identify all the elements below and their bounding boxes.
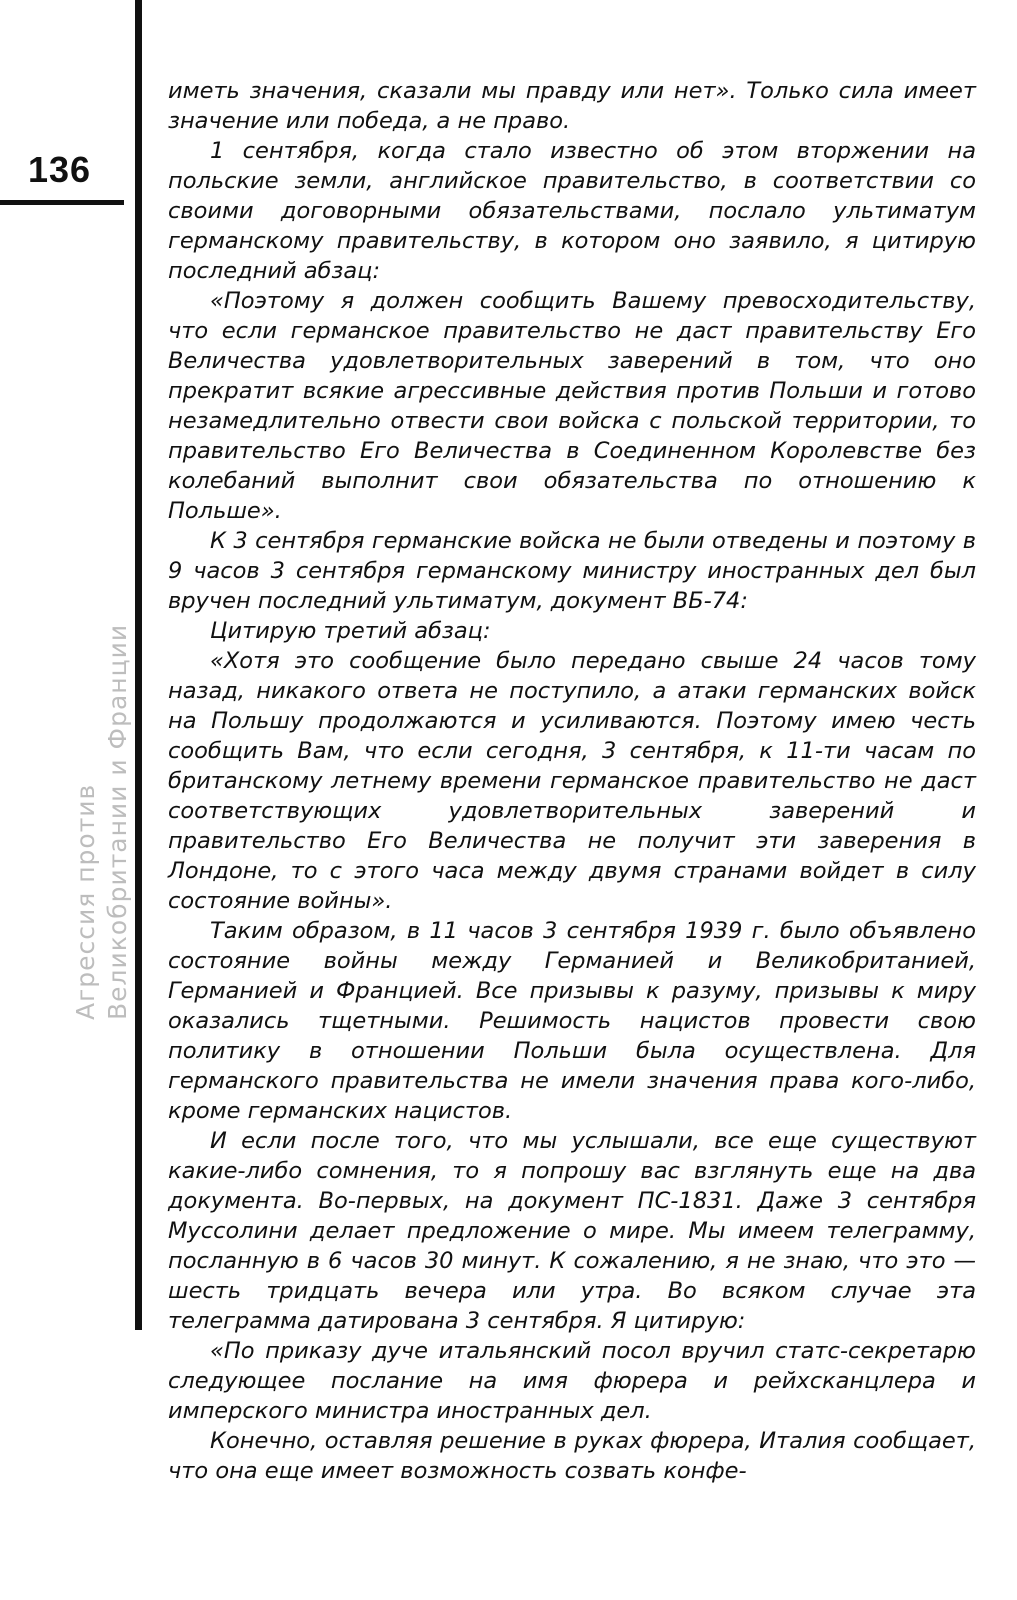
paragraph: «Хотя это сообщение было передано свыше 24 часов тому назад, никакого ответа не поступило, а атаки германских войск на Польшу продолжаются и усиливаются. Поэтому имею честь сообщить Вам, что если сегодня, 3 сентября, к 11-ти часам по британскому летнему времени германское правительство не даст соответствующих удовлетворительных заверений и правительство Его Величества не получит эти заверения в Лондоне, то с этого часа между двумя странами войдет в силу состояние войны». — [168, 648, 976, 914]
paragraph: «По приказу дуче итальянский посол вручил статс-секретарю следующее послание на имя фюрера и рейхсканцлера и имперского министра иностранных дел. — [168, 1338, 976, 1424]
paragraph: Цитирую третий абзац: — [210, 618, 491, 644]
paragraph: Конечно, оставляя решение в руках фюрера, Италия сообщает, что она еще имеет возможность созвать конфе- — [168, 1428, 976, 1484]
running-title-line-2: Великобритании и Франции — [103, 623, 132, 1020]
paragraph: 1 сентября, когда стало известно об этом вторжении на польские земли, английское правительство, в соответствии со своими договорными обязательствами, послало ультиматум германскому правительству, в котором оно заявило, я цитирую последний абзац: — [168, 138, 976, 284]
page-number-rule — [0, 200, 124, 205]
running-title — [70, 624, 134, 1020]
body-text — [168, 76, 976, 1486]
paragraph: «Поэтому я должен сообщить Вашему превосходительству, что если германское правительство не даст правительству Его Величества удовлетворительных заверений в том, что оно прекратит всякие агрессивные действия против Польши и готово незамедлительно отвести свои войска с польской территории, то правительство Его Величества в Соединенном Королевстве без колебаний выполнит свои обязательства по отношению к Польше». — [168, 288, 976, 524]
margin-vertical-rule — [135, 0, 142, 1330]
paragraph: Таким образом, в 11 часов 3 сентября 1939 г. было объявлено состояние войны между Германией и Великобританией, Германией и Францией. Все призывы к разуму, призывы к миру оказались тщетными. Решимость нацистов провести свою политику в отношении Польши была осуществлена. Для германского правительства не имели значения права кого-либо, кроме германских нацистов. — [168, 918, 976, 1124]
paragraph: И если после того, что мы услышали, все еще существуют какие-либо сомнения, то я попрошу вас взглянуть еще на два документа. Во-первых, на документ ПС-1831. Даже 3 сентября Муссолини делает предложение о мире. Мы имеем телеграмму, посланную в 6 часов 30 минут. К сожалению, я не знаю, что это — шесть тридцать вечера или утра. Во всяком случае эта телеграмма датирована 3 сентября. Я цитирую: — [168, 1128, 976, 1334]
running-title-line-1: Агрессия против — [71, 783, 100, 1020]
paragraph: К 3 сентября германские войска не были отведены и поэтому в 9 часов 3 сентября германскому министру иностранных дел был вручен последний ультиматум, документ ВБ-74: — [168, 528, 976, 614]
page-number: 136 — [28, 149, 92, 190]
paragraph: иметь значения, сказали мы правду или нет». Только сила имеет значение или победа, а не право. — [168, 78, 976, 134]
